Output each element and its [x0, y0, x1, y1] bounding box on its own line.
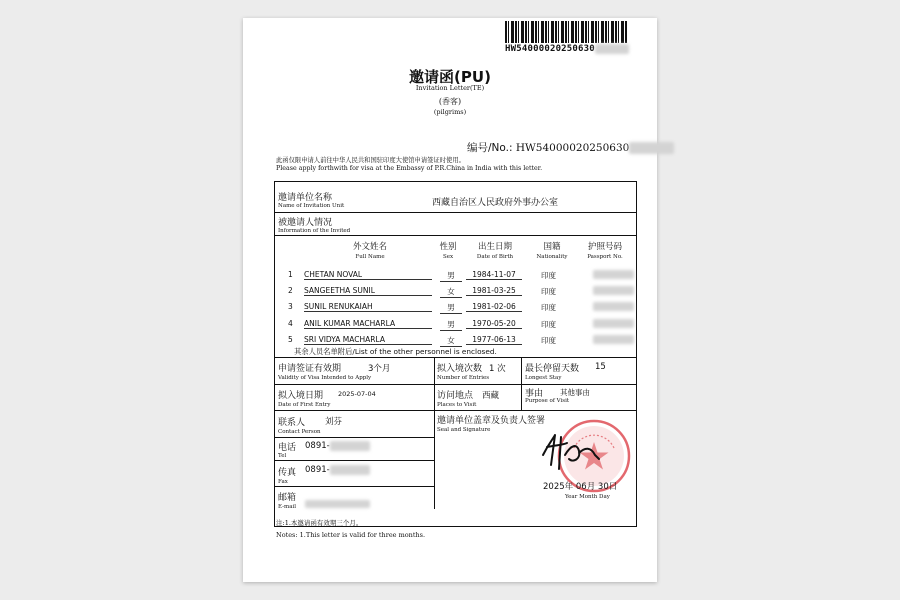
- date-year: 2025: [543, 482, 565, 492]
- row-nationality: 印度: [541, 271, 556, 280]
- stay-label-en: Longest Stay: [525, 375, 562, 381]
- row-passport-redacted: [593, 286, 634, 295]
- col-header-sex-zh: 性别: [439, 242, 457, 252]
- date-month-suffix: 月: [586, 482, 596, 492]
- row-sex: 男: [440, 319, 462, 331]
- divider: [274, 486, 434, 487]
- col-header-name-zh: 外文姓名: [352, 242, 387, 252]
- validity-value: 3个月: [368, 364, 391, 374]
- serial-number: [467, 140, 674, 155]
- unit-label-en: Name of Invitation Unit: [278, 203, 345, 209]
- places-value: 西藏: [482, 391, 500, 401]
- purpose-label-en: Purpose of Visit: [525, 398, 570, 404]
- places-label-en: Places to Visit: [437, 402, 477, 408]
- barcode-bars: [505, 21, 627, 43]
- row-sex: 男: [440, 302, 462, 314]
- validity-label-zh: 申请签证有效期: [278, 364, 342, 374]
- barcode-number-redacted: [595, 44, 629, 54]
- invited-label-zh: 被邀请人情况: [278, 218, 333, 228]
- barcode-number-text: HW54000020250630: [505, 44, 595, 54]
- row-number: 2: [288, 286, 293, 295]
- row-dob: 1977-06-13: [466, 335, 522, 345]
- tel-redacted: [330, 441, 371, 451]
- invited-label-en: Information of the Invited: [278, 228, 351, 234]
- purpose-value: 其他事由: [560, 388, 590, 397]
- letter-title-zh: 邀请函(PU): [409, 68, 491, 86]
- email-redacted: [305, 500, 370, 508]
- attached-list-note: 其余人员名单附后/List of the other personnel is enclosed.: [294, 347, 497, 356]
- entries-label-zh: 拟入境次数: [437, 364, 483, 374]
- seal-label-en: Seal and Signature: [437, 427, 491, 433]
- row-number: 4: [288, 319, 293, 328]
- divider: [274, 460, 434, 461]
- row-nationality: 印度: [541, 320, 556, 329]
- tel-label-zh: 电话: [278, 443, 297, 453]
- divider: [274, 357, 637, 358]
- validity-label-en: Validity of Visa Intended to Apply: [278, 375, 372, 381]
- entries-value: 1 次: [489, 364, 506, 374]
- row-number: 3: [288, 302, 293, 311]
- col-header-sex-en: Sex: [442, 254, 454, 260]
- col-header-nationality-en: Nationality: [536, 254, 568, 260]
- divider: [434, 357, 435, 509]
- notice-en: Please apply forthwith for visa at the Embassy of P.R.China in India with this letter.: [276, 165, 543, 172]
- col-header-passport-en: Passport No.: [587, 254, 623, 260]
- divider: [274, 437, 434, 438]
- row-name: SRI VIDYA MACHARLA: [304, 335, 432, 345]
- fax-prefix: 0891-: [305, 465, 330, 475]
- fax-redacted: [330, 465, 371, 475]
- date-day-suffix: 日: [608, 482, 618, 492]
- letter-subtitle-zh: (香客): [438, 97, 462, 106]
- stay-value: 15: [595, 362, 606, 372]
- barcode-number: [505, 44, 627, 54]
- row-passport-redacted: [593, 302, 634, 311]
- row-passport-redacted: [593, 335, 634, 344]
- contact-value: 刘芬: [325, 417, 343, 427]
- row-dob: 1981-02-06: [466, 302, 522, 312]
- row-name: SUNIL RENUKAIAH: [304, 302, 432, 312]
- seal-label-zh: 邀请单位盖章及负责人签署: [437, 416, 546, 426]
- letter-subtitle-en: (pilgrims): [433, 108, 467, 116]
- row-number: 1: [288, 270, 293, 279]
- purpose-label-zh: 事由: [525, 389, 544, 399]
- row-sex: 男: [440, 270, 462, 282]
- col-header-nationality-zh: 国籍: [543, 242, 561, 252]
- col-header-dob-en: Date of Birth: [476, 254, 514, 260]
- unit-label-zh: 邀请单位名称: [278, 193, 333, 203]
- fax-label-zh: 传真: [278, 468, 297, 478]
- signature-date: [543, 480, 617, 492]
- col-header-name-en: Full Name: [355, 254, 385, 260]
- divider: [274, 212, 637, 213]
- contact-label-zh: 联系人: [278, 418, 306, 428]
- divider: [521, 357, 522, 410]
- row-nationality: 印度: [541, 287, 556, 296]
- unit-value: 西藏自治区人民政府外事办公室: [432, 198, 559, 208]
- first-entry-value: 2025-07-04: [338, 390, 376, 398]
- stay-label-zh: 最长停留天数: [525, 364, 580, 374]
- row-sex: 女: [440, 286, 462, 298]
- date-year-suffix: 年: [564, 482, 574, 492]
- col-header-dob-zh: 出生日期: [477, 242, 512, 252]
- row-dob: 1981-03-25: [466, 286, 522, 296]
- contact-label-en: Contact Person: [278, 429, 321, 435]
- col-header-passport-zh: 护照号码: [587, 242, 622, 252]
- first-entry-label-en: Date of First Entry: [278, 402, 331, 408]
- footnote-zh: 注:1.本邀请函有效期三个月。: [276, 519, 363, 527]
- notice-zh: 此函仅限申请人前往中华人民共和国驻印度大使馆申请签证时使用。: [276, 157, 465, 164]
- email-label-zh: 邮箱: [278, 493, 297, 503]
- serial-label: 编号/No.:: [467, 142, 513, 154]
- footnote-en: Notes: 1.This letter is valid for three months.: [276, 531, 426, 539]
- tel-value: [305, 441, 370, 451]
- fax-label-en: Fax: [278, 479, 288, 485]
- row-nationality: 印度: [541, 336, 556, 345]
- places-label-zh: 访问地点: [437, 391, 474, 401]
- email-label-en: E-mail: [278, 504, 296, 510]
- date-day: 30: [597, 482, 609, 492]
- date-month: 06: [575, 482, 587, 492]
- row-dob: 1970-05-20: [466, 319, 522, 329]
- divider: [274, 384, 637, 385]
- row-passport-redacted: [593, 270, 634, 279]
- tel-label-en: Tel: [278, 453, 287, 459]
- fax-value: [305, 465, 370, 475]
- serial-redacted: [629, 142, 674, 154]
- divider: [274, 235, 637, 236]
- row-sex: 女: [440, 335, 462, 347]
- row-nationality: 印度: [541, 303, 556, 312]
- barcode: [505, 21, 627, 57]
- signature-date-en: Year Month Day: [565, 494, 610, 500]
- row-name: ANIL KUMAR MACHARLA: [304, 319, 432, 329]
- divider: [274, 410, 637, 411]
- row-name: SANGEETHA SUNIL: [304, 286, 432, 296]
- signature-mark: [535, 425, 605, 475]
- tel-prefix: 0891-: [305, 441, 330, 451]
- serial-value: HW54000020250630: [515, 142, 630, 154]
- row-passport-redacted: [593, 319, 634, 328]
- entries-label-en: Number of Entries: [437, 375, 490, 381]
- letter-title-en: Invitation Letter(TE): [415, 84, 485, 92]
- row-dob: 1984-11-07: [466, 270, 522, 280]
- row-number: 5: [288, 335, 293, 344]
- row-name: CHETAN NOVAL: [304, 270, 432, 280]
- first-entry-label-zh: 拟入境日期: [278, 391, 324, 401]
